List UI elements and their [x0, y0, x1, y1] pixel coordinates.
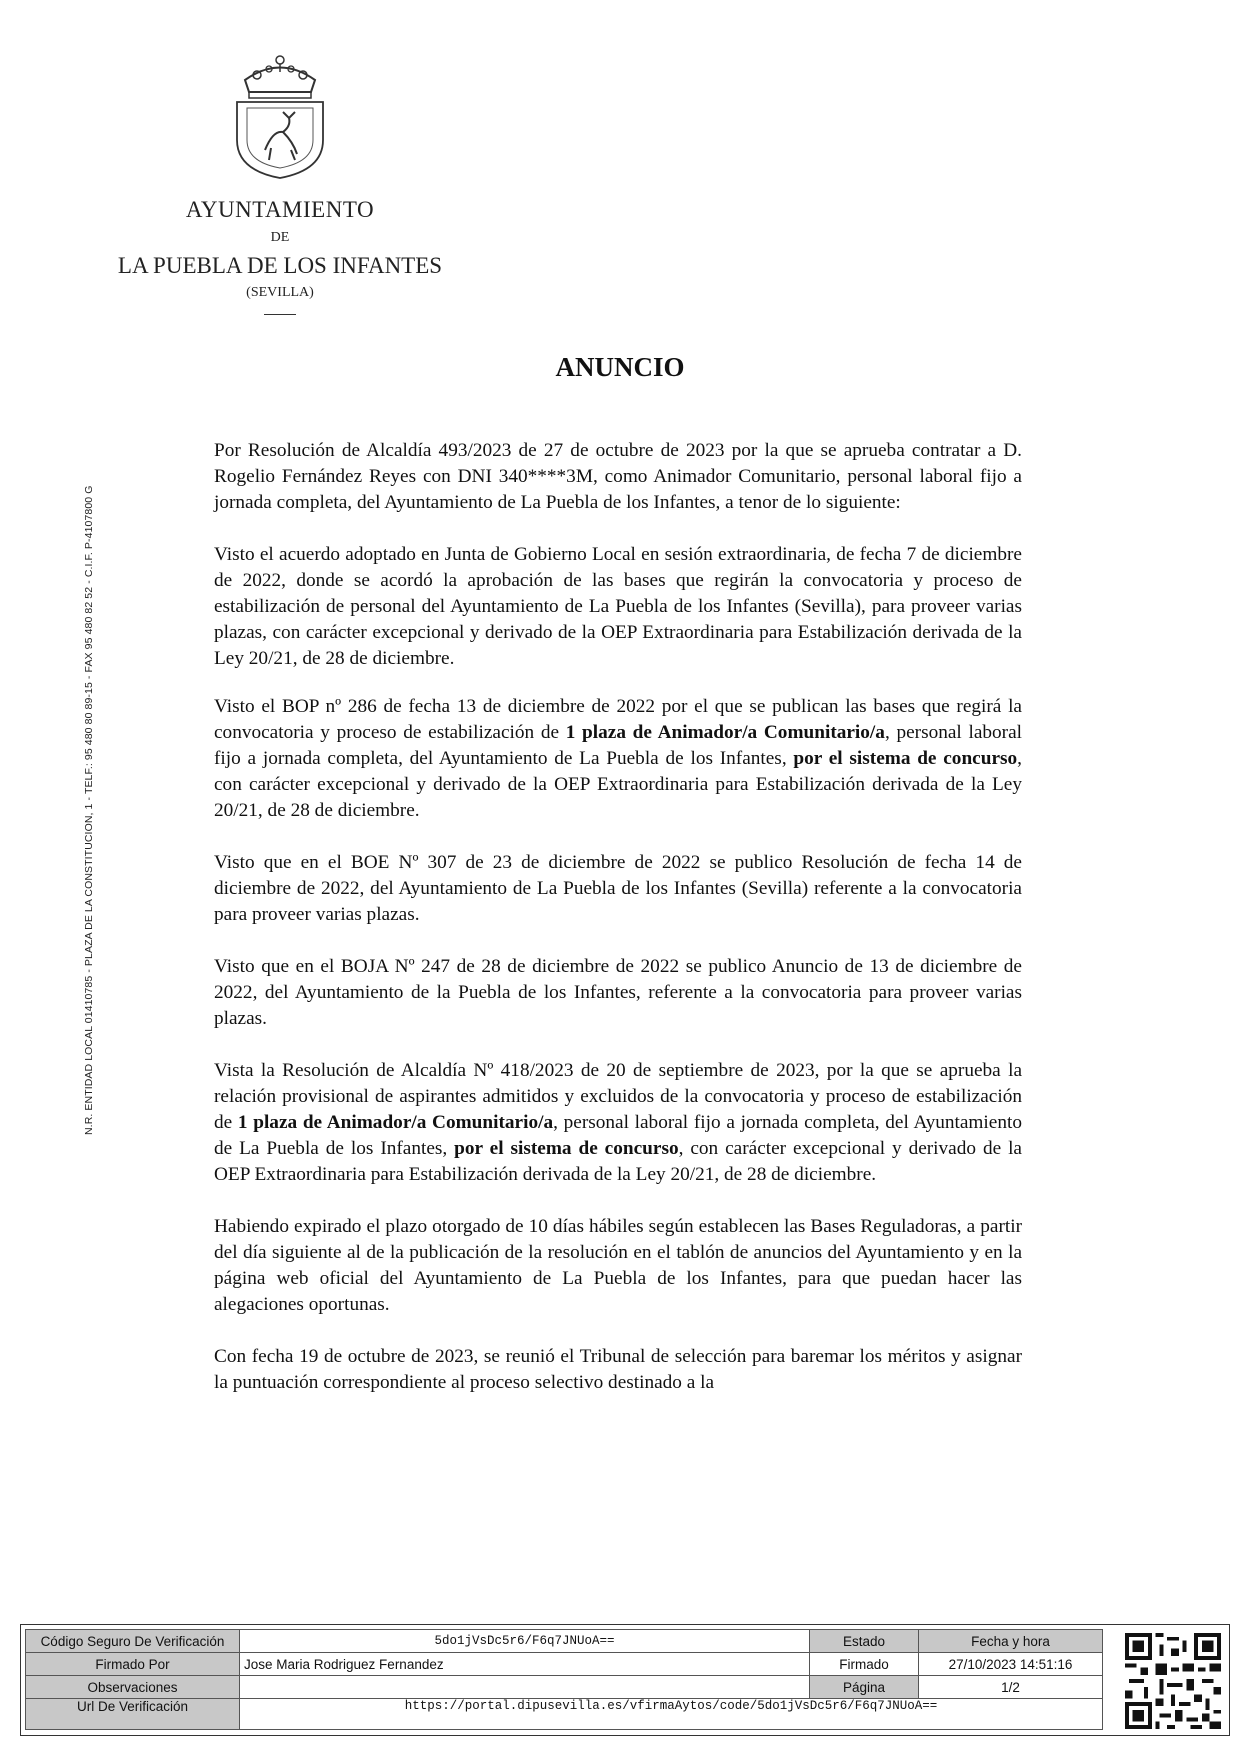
p6-text-c: , personal laboral fijo a jornada completa, del Ayuntamiento de La Puebla de los Infantes, — [214, 1112, 1022, 1159]
paragraph-7: Habiendo expirado el plazo otorgado de 10 días hábiles según establecen las Bases Reguladoras, a partir del día siguiente al de la publicación de la resolución en el tablón de anuncios del Ayuntamiento y en la página web oficial del Ayuntamiento de La Puebla de los Infantes, para que puedan hacer las alegaciones oportunas. — [214, 1216, 1022, 1315]
qr-code-icon — [1125, 1633, 1221, 1729]
pagina-value: 1/2 — [919, 1676, 1103, 1699]
url-value[interactable]: https://portal.dipusevilla.es/vfirmaAytos/code/5do1jVsDc5r6/F6q7JNUoA== — [240, 1699, 1103, 1730]
heading-line-3: LA PUEBLA DE LOS INFANTES — [117, 253, 443, 278]
fecha-value: 27/10/2023 14:51:16 — [919, 1653, 1103, 1676]
p3-bold-d: por el sistema de concurso — [793, 748, 1018, 769]
p3-bold-b: 1 plaza de Animador/a Comunitario/a — [565, 722, 885, 743]
heading-line-1: AYUNTAMIENTO — [185, 197, 375, 222]
fecha-label: Fecha y hora — [919, 1630, 1103, 1653]
estado-label: Estado — [810, 1630, 919, 1653]
csv-value: 5do1jVsDc5r6/F6q7JNUoA== — [240, 1630, 810, 1653]
document-body — [214, 438, 1022, 1422]
p6-text-e: , con carácter excepcional y derivado de la OEP Extraordinaria para Estabilización derivada de la Ley 20/21, de 28 de diciembre. — [214, 1138, 1022, 1185]
p3-text-c: , personal laboral fijo a jornada completa, del Ayuntamiento de La Puebla de los Infantes, — [214, 722, 1022, 769]
heading-line-2: DE — [270, 230, 290, 245]
observaciones-label: Observaciones — [26, 1676, 240, 1699]
estado-value: Firmado — [810, 1653, 919, 1676]
paragraph-2: Visto el acuerdo adoptado en Junta de Gobierno Local en sesión extraordinaria, de fecha 7 de diciembre de 2022, donde se acordó la aprobación de las bases que regirán la convocatoria y proceso de estabilización de personal del Ayuntamiento de La Puebla de los Infantes (Sevilla), para proveer varias plazas, con carácter excepcional y derivado de la OEP Extraordinaria para Estabilización derivada de la Ley 20/21, de 28 de diciembre. — [214, 544, 1022, 669]
paragraph-6 — [214, 1058, 1022, 1188]
municipality-heading — [110, 196, 450, 315]
paragraph-3 — [214, 694, 1022, 824]
firmado-por-value: Jose Maria Rodriguez Fernandez — [240, 1653, 810, 1676]
signature-table — [25, 1629, 1103, 1730]
paragraph-8: Con fecha 19 de octubre de 2023, se reunió el Tribunal de selección para baremar los méritos y asignar la puntuación correspondiente al proceso selectivo destinado a la — [214, 1346, 1022, 1393]
p6-bold-b: 1 plaza de Animador/a Comunitario/a — [237, 1112, 554, 1133]
pagina-label: Página — [810, 1676, 919, 1699]
title-text: ANUNCIO — [555, 352, 685, 382]
p6-text-a: Vista la Resolución de Alcaldía Nº 418/2023 de 20 de septiembre de 2023, por la que se aprueba la relación provisional de aspirantes admitidos y excluidos de la convocatoria y proceso de estabilización de — [214, 1060, 1022, 1133]
signature-footer — [20, 1624, 1230, 1736]
side-margin-text: N.R. ENTIDAD LOCAL 01410785 - PLAZA DE LA CONSTITUCION, 1 - TELF.: 95 480 80 89-15 - FAX 95 480 82 52 - C.I.F. P-4107800 G — [83, 485, 95, 1135]
paragraph-4: Visto que en el BOE Nº 307 de 23 de diciembre de 2022 se publico Resolución de fecha 14 de diciembre de 2022, del Ayuntamiento de La Puebla de los Infantes (Sevilla) referente a la convocatoria para proveer varias plazas. — [214, 852, 1022, 925]
url-label: Url De Verificación — [26, 1699, 240, 1730]
p6-bold-d: por el sistema de concurso — [454, 1138, 679, 1159]
firmado-por-label: Firmado Por — [26, 1653, 240, 1676]
p3-text-e: , con carácter excepcional y derivado de la OEP Extraordinaria para Estabilización derivada de la Ley 20/21, de 28 de diciembre. — [214, 748, 1022, 821]
csv-label: Código Seguro De Verificación — [26, 1630, 240, 1653]
document-title — [0, 352, 1240, 383]
paragraph-1: Por Resolución de Alcaldía 493/2023 de 27 de octubre de 2023 por la que se aprueba contratar a D. Rogelio Fernández Reyes con DNI 340****3M, como Animador Comunitario, personal laboral fijo a jornada completa, del Ayuntamiento de La Puebla de los Infantes, a tenor de lo siguiente: — [214, 440, 1022, 513]
municipal-crest-logo — [225, 50, 335, 180]
heading-rule — [264, 314, 296, 315]
paragraph-5: Visto que en el BOJA Nº 247 de 28 de diciembre de 2022 se publico Anuncio de 13 de diciembre de 2022, del Ayuntamiento de la Puebla de los Infantes, referente a la convocatoria para proveer varias plazas. — [214, 956, 1022, 1029]
heading-line-4: (SEVILLA) — [246, 285, 314, 300]
p3-text-a: Visto el BOP nº 286 de fecha 13 de diciembre de 2022 por el que se publican las bases que regirá la convocatoria y proceso de estabilización de — [214, 696, 1022, 743]
observaciones-value — [240, 1676, 810, 1699]
